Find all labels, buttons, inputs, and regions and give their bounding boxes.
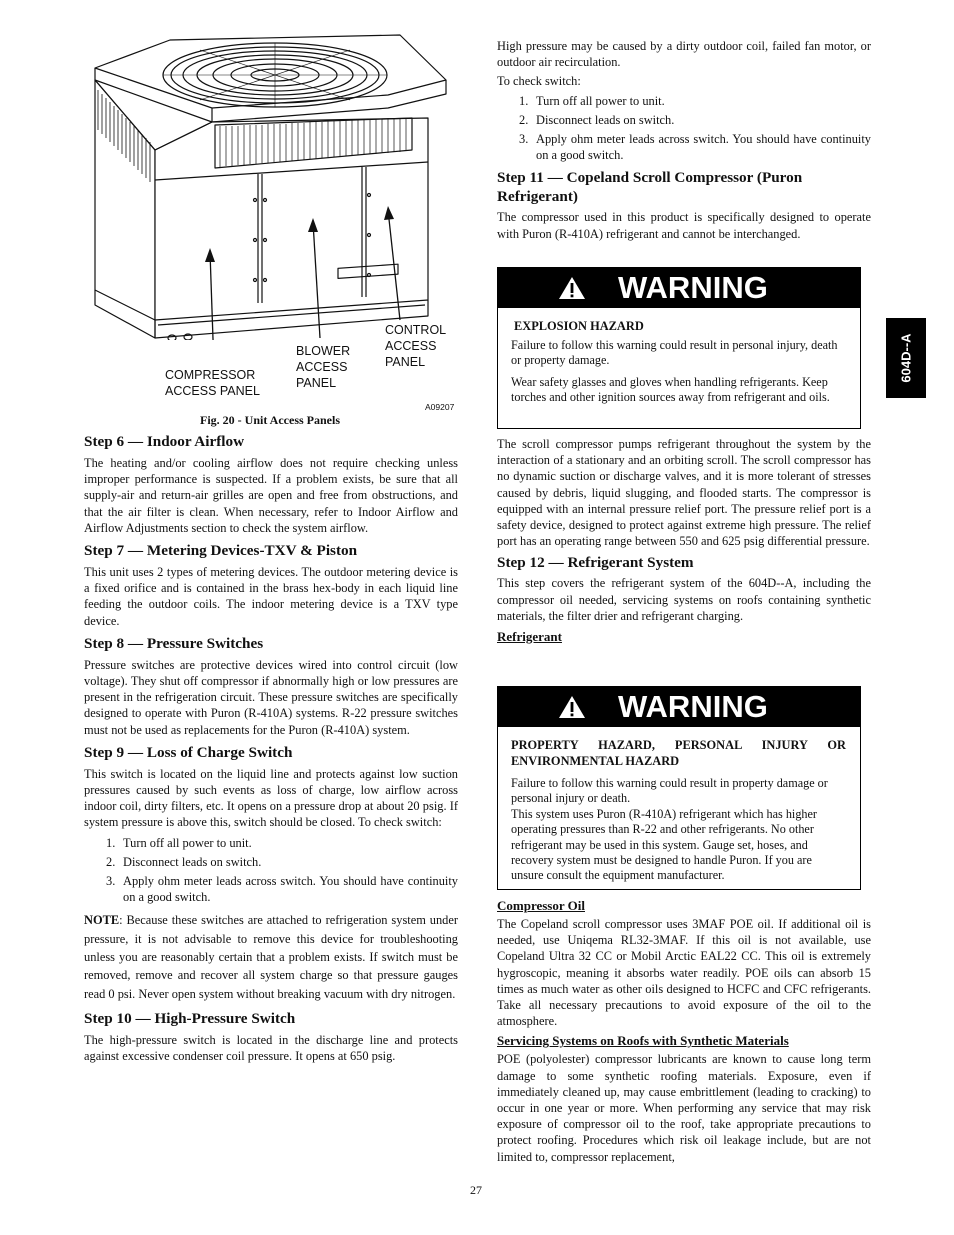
list-item: 3. Apply ohm meter leads across switch. You should have continuity on a good switch. <box>519 132 871 163</box>
warning-banner <box>498 268 860 308</box>
step7-heading: Step 7 — Metering Devices-TXV & Piston <box>84 542 358 560</box>
warning-text: Wear safety glasses and gloves when handling refrigerants. Keep torches and other ignition sources away from refrigerant and oils. <box>511 374 830 405</box>
scroll-compressor-body: The scroll compressor pumps refrigerant throughout the system by the interaction of a stationary and an orbiting scroll. The scroll compressor has no dynamic suction or discharge valves, and it is more tolerant of stresses caused by debris, liquid slugging, and flooded starts. The compressor is equipped with an internal pressure relief port. The pressure relief port is a safety device, designed to protect against extreme high pressure. The relief port has an operating range between 550 and 625 psig differential pressure. <box>497 437 871 549</box>
left-column <box>84 432 458 1064</box>
compressor-oil-subheading: Compressor Oil <box>497 898 585 913</box>
blower-panel-label: BLOWER ACCESS PANEL <box>296 344 351 390</box>
compressor-oil-body: The Copeland scroll compressor uses 3MAF POE oil. If additional oil is needed, use Uniqema RL32-3MAF. If this oil is not available, use Copeland Ultra 32 CC or Mobil Arctic EAL22 CC. This oil is extremely hygroscopic, meaning it absorbs water readily. POE oils can absorb 15 times as much water as other oils designed to HCFC and CFC refrigerants. Take all necessary precautions to avoid exposure of the oil to the atmosphere. <box>497 917 871 1029</box>
roof-servicing-subheading: Servicing Systems on Roofs with Synthetic Materials <box>497 1033 789 1049</box>
list-item: 2. Disconnect leads on switch. <box>519 112 675 127</box>
step9-heading: Step 9 — Loss of Charge Switch <box>84 743 293 761</box>
step9-check-list <box>84 835 458 906</box>
list-item: 3. Apply ohm meter leads across switch. You should have continuity on a good switch. <box>106 874 458 905</box>
roof-servicing-body: POE (polyolester) compressor lubricants are known to cause long term damage to some synthetic roofing materials. Exposure, even if immediately cleaned up, may cause embrittlement (leading to cracking) to occur in one year or more. When performing any service that may risk exposure of compressor oil to the roof, take appropriate precautions to protect roofing. Procedures which risk oil leakage include, but are not limited to, compressor replacement, <box>497 1052 871 1164</box>
check-switch-label: To check switch: <box>497 74 581 89</box>
model-side-tab: 604D--A <box>886 318 926 398</box>
warning-title: WARNING <box>618 689 768 724</box>
warning-text: Failure to follow this warning could result in property damage or personal injury or death. <box>511 776 828 806</box>
list-item: 2. Disconnect leads on switch. <box>106 854 262 869</box>
step6-heading: Step 6 — Indoor Airflow <box>84 433 245 450</box>
warning-hazard: PROPERTY HAZARD, PERSONAL INJURY OR ENVIRONMENTAL HAZARD <box>511 738 846 768</box>
list-item: 1. Turn off all power to unit. <box>519 93 665 108</box>
step8-body: Pressure switches are protective devices wired into control circuit (low voltage). They shut off compressor if abnormally high or low pressures are present in the refrigeration circuit. These pressure switches are specifically designed to operate with Puron (R-410A) systems. R-22 pressure switches must not be used as replacements for the Puron (R-410A) system. <box>84 657 458 737</box>
property-hazard-warning-box <box>497 686 861 890</box>
high-pressure-check-list <box>497 93 871 164</box>
step11-heading: Step 11 — Copeland Scroll Compressor (Puron Refrigerant) <box>497 169 803 206</box>
step9-body: This switch is located on the liquid line and protects against low suction pressures caused by such events as loss of charge, low airflow across indoor coil, dirty filters, etc. It opens on a pressure drop at about 20 psig. If system pressure is above this, switch should be closed. To check switch: <box>84 766 458 830</box>
warning-triangle-icon <box>558 695 586 719</box>
step10-heading: Step 10 — High-Pressure Switch <box>84 1009 296 1027</box>
right-column-middle <box>497 436 871 645</box>
step12-heading: Step 12 — Refrigerant System <box>497 554 694 572</box>
step12-body: This step covers the refrigerant system of the 604D--A, including the compressor oil needed, servicing systems on roofs containing synthetic materials, the filter drier and refrigerant charging. <box>497 576 871 623</box>
refrigerant-subheading: Refrigerant <box>497 629 562 645</box>
control-panel-label: CONTROL ACCESS PANEL <box>385 323 447 369</box>
step6-body: The heating and/or cooling airflow does not require checking unless improper performance is suspected. If a problem exists, be sure that all supply-air and return-air grilles are open and free from obstructions, and that the air filter is clean. When necessary, refer to Indoor Airflow and Airflow Adjustments section to check the system airflow. <box>84 456 458 535</box>
right-column-top <box>497 38 871 242</box>
warning-triangle-icon <box>558 276 586 300</box>
list-item: 1. Turn off all power to unit. <box>106 835 252 850</box>
warning-title: WARNING <box>618 270 768 305</box>
warning-hazard: EXPLOSION HAZARD <box>514 319 644 333</box>
step10-body: The high-pressure switch is located in the discharge line and protects against excessive condenser coil pressure. It opens at 650 psig. <box>84 1032 458 1064</box>
step11-body: The compressor used in this product is specifically designed to operate with Puron (R-410A) refrigerant and cannot be interchanged. <box>497 210 871 241</box>
figure-caption: Fig. 20 - Unit Access Panels <box>200 413 340 427</box>
compressor-panel-label: COMPRESSOR ACCESS PANEL <box>165 368 260 398</box>
warning-text: This system uses Puron (R-410A) refrigerant which has higher operating pressures than R-22 and other refrigerants. No other refrigerant may be used in this system. Gauge set, hoses, and recovery system must be designed to handle Puron. If you are unsure consult the equipment manufacturer. <box>511 806 817 883</box>
figure-code: A09207 <box>425 402 455 412</box>
explosion-warning-box <box>497 267 861 429</box>
unit-access-panels-figure <box>88 30 458 340</box>
warning-text: Failure to follow this warning could result in personal injury, death or property damage. <box>511 338 838 368</box>
right-column-bottom <box>497 897 871 1165</box>
high-pressure-intro: High pressure may be caused by a dirty outdoor coil, failed fan motor, or outdoor air recirculation. <box>497 39 871 70</box>
step9-note: NOTE: Because these switches are attached to refrigeration system under pressure, it is not advisable to remove this device for troubleshooting unless you are reasonably certain that a problem exists. If switch must be removed, remove and recover all system charge so that pressure gauges read 0 psi. Never open system without breaking vacuum with dry nitrogen. <box>84 913 458 1001</box>
step7-body: This unit uses 2 types of metering devices. The outdoor metering device is a fixed orifice and is contained in the brass hex-body in each liquid line feeding the outdoor coils. The indoor metering device is a TXV type device. <box>84 565 458 628</box>
step8-heading: Step 8 — Pressure Switches <box>84 634 264 652</box>
warning-banner <box>498 687 860 727</box>
page-number: 27 <box>470 1183 482 1197</box>
